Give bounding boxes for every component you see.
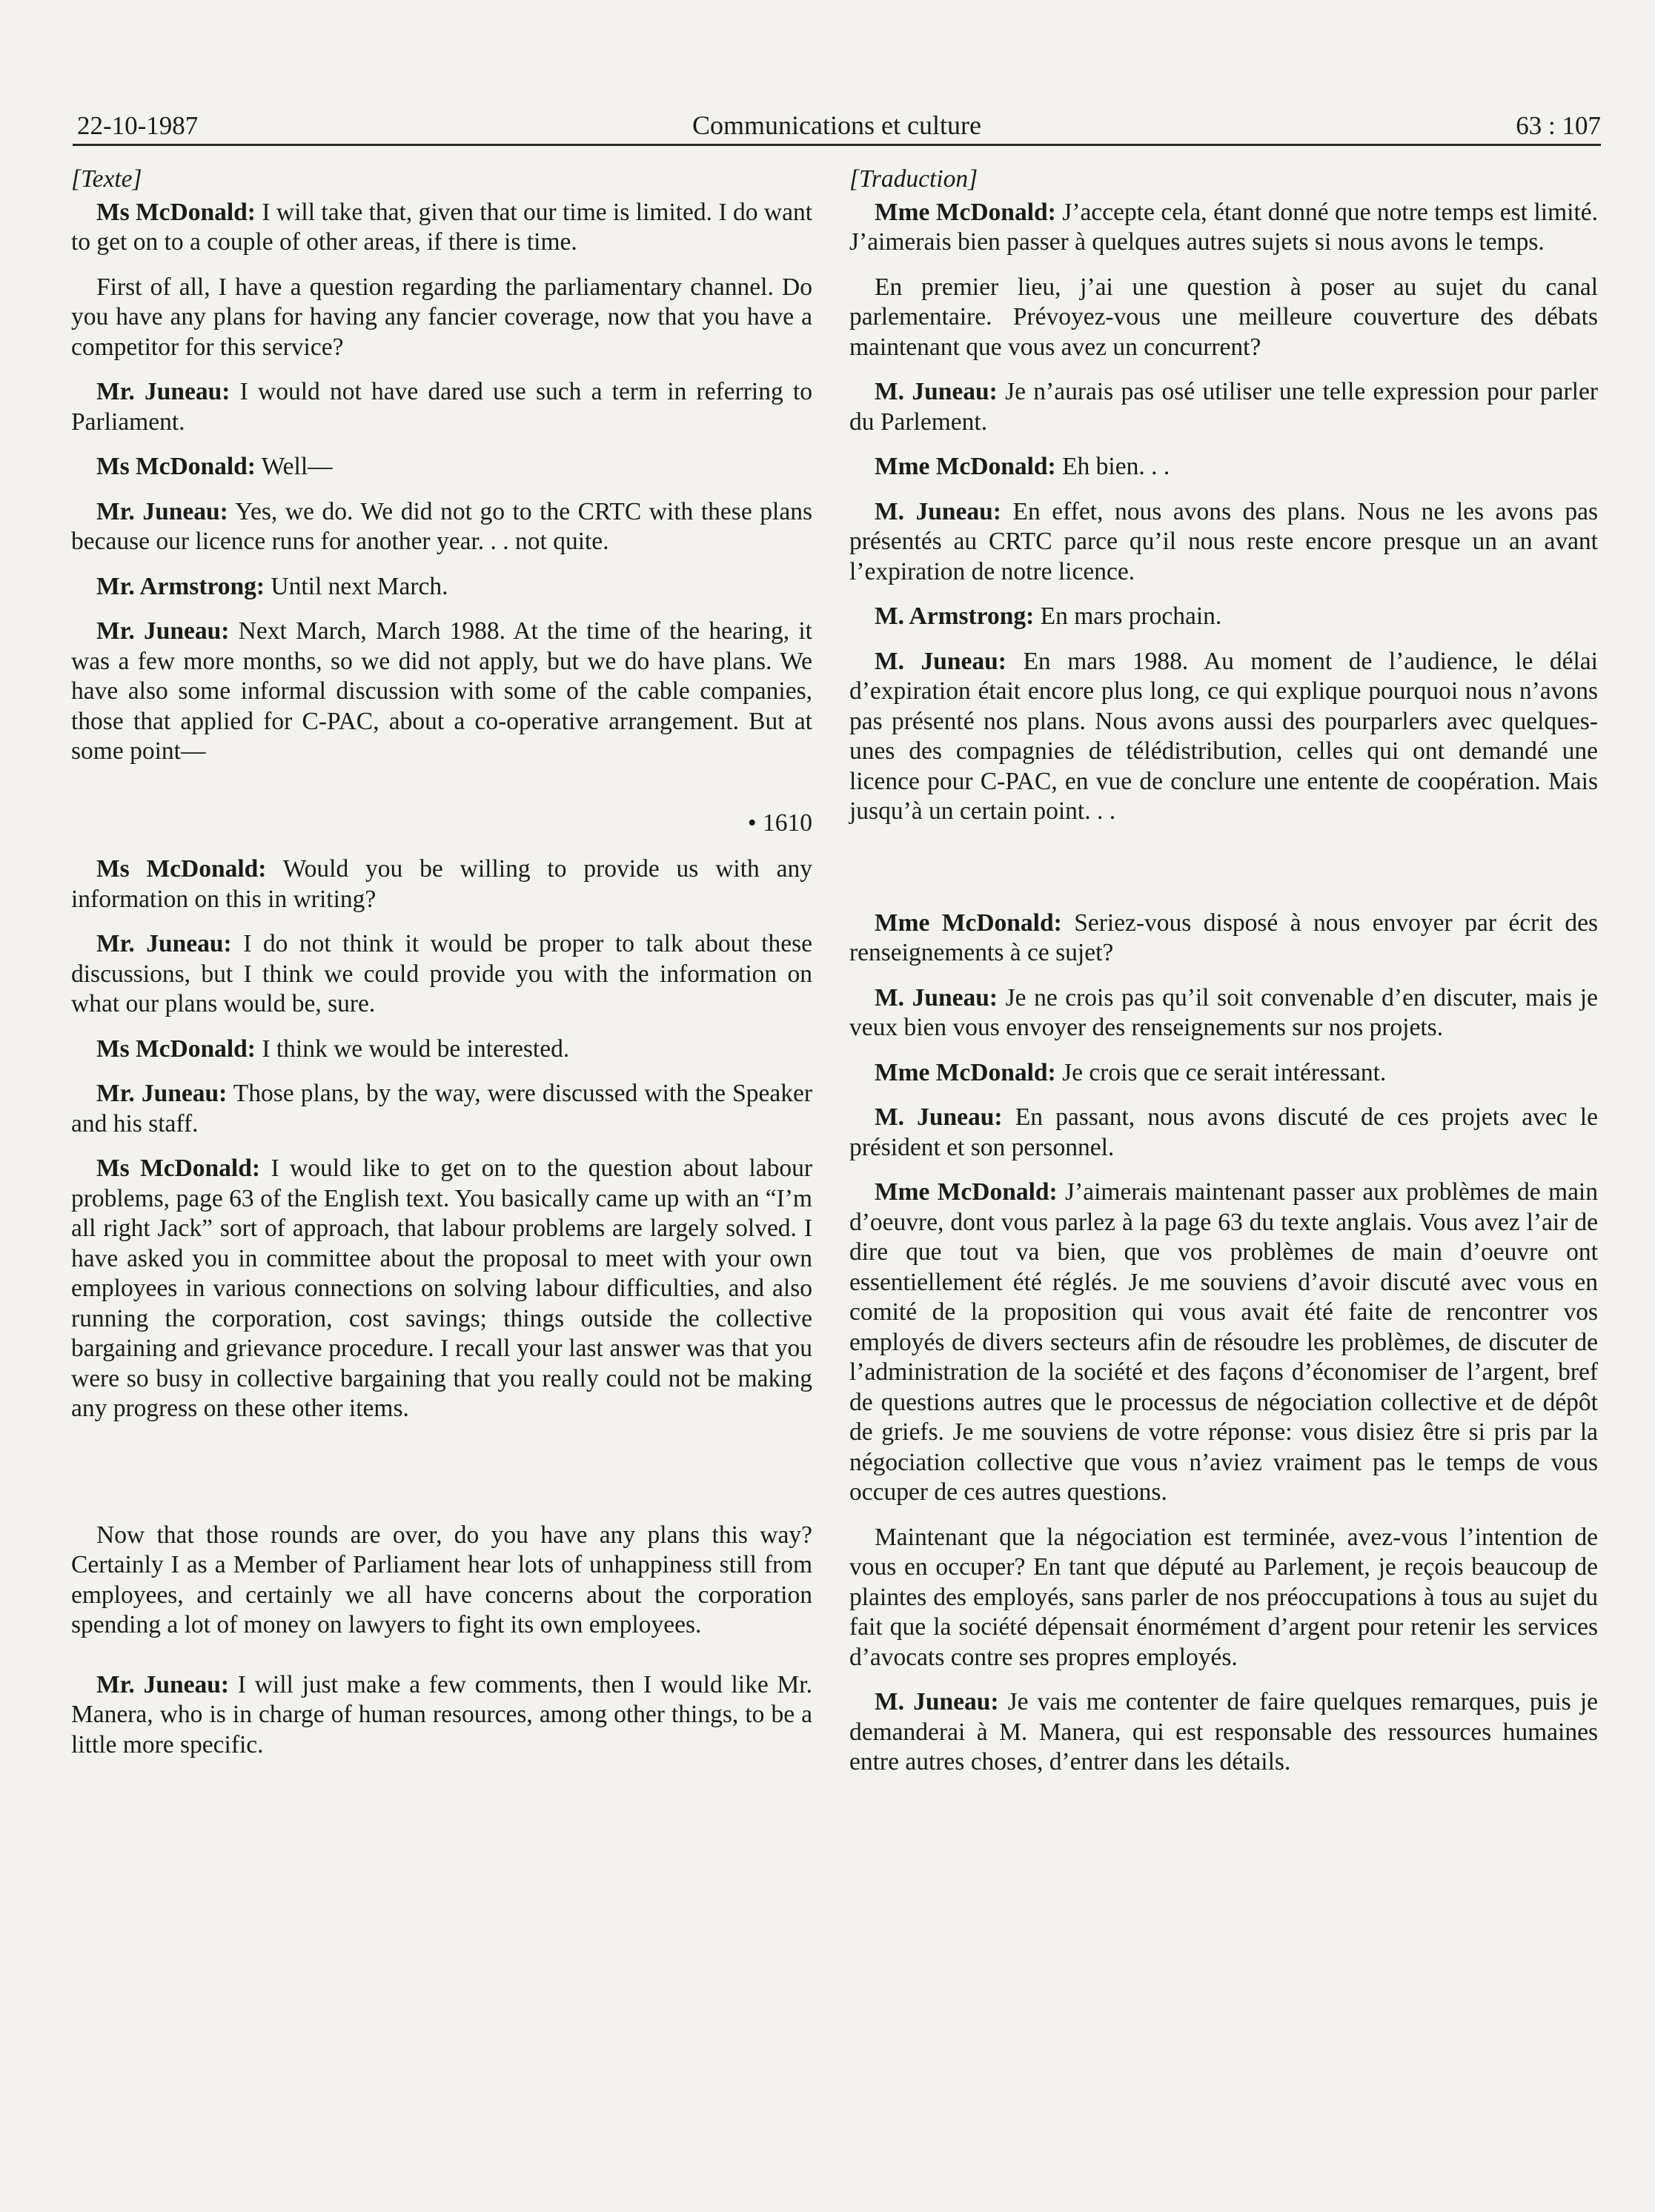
paragraph <box>71 452 812 482</box>
paragraph <box>71 198 812 258</box>
french-column <box>849 165 1598 1793</box>
speech-text: Maintenant que la négociation est terminée, avez-vous l’intention de vous en occuper? En tant que député au Parlement, je reçois beaucoup de plaintes des employés, sans parler de nos préoccupations à tous au sujet du fait que la société dépensait énormément d’argent pour retenir les services d’avocats contre ses propres employés. <box>849 1523 1598 1671</box>
speech-text: Seriez-vous disposé à nous envoyer par écrit des renseignements à ce sujet? <box>849 909 1598 966</box>
speech-text: En passant, nous avons discuté de ces projets avec le président et son personnel. <box>849 1103 1598 1161</box>
speaker-name: Mr. Juneau: <box>96 930 232 957</box>
paragraph <box>71 572 812 602</box>
speech-text: J’accepte cela, étant donné que notre temps est limité. J’aimerais bien passer à quelques autres sujets si nous avons le temps. <box>849 198 1598 256</box>
paragraph <box>71 1079 812 1139</box>
page-header <box>73 105 1601 146</box>
speech-text: I will take that, given that our time is limited. I do want to get on to a couple of other areas, if there is time. <box>71 198 813 256</box>
paragraph <box>71 1670 812 1761</box>
speech-text: En mars 1988. Au moment de l’audience, le délai d’expiration était encore plus long, ce qui explique pourquoi nous n’avons pas présenté nos plans. Nous avons aussi des pourparlers avec quelques-unes des compagnies de télédistribution, celles qui ont demandé une licence pour C-PAC, en vue de conclure une entente de coopération. Mais jusqu’à un certain point. . . <box>849 647 1598 825</box>
paragraph <box>71 377 812 437</box>
speaker-name: M. Juneau: <box>875 1688 999 1716</box>
speaker-name: M. Juneau: <box>875 647 1006 675</box>
speech-text: Until next March. <box>265 572 448 600</box>
paragraph <box>849 1523 1598 1673</box>
column-label: [Texte] <box>71 165 142 193</box>
speech-text: Now that those rounds are over, do you have any plans this way? Certainly I as a Member of Parliament hear lots of unhappiness still from employees, and certainly we all have concerns about the corporation spending a lot of money on lawyers to fight its own employees. <box>71 1521 812 1638</box>
speech-text: Je vais me contenter de faire quelques remarques, puis je demanderai à M. Manera, qui est responsable des ressources humaines entre autres choses, d’entrer dans les détails. <box>849 1688 1598 1776</box>
speech-text: I think we would be interested. <box>255 1034 570 1063</box>
speaker-name: Mr. Juneau: <box>96 617 230 645</box>
speech-text: Yes, we do. We did not go to the CRTC with these plans because our licence runs for another year. . . not quite. <box>71 497 812 555</box>
paragraph <box>71 617 812 767</box>
speech-text: Eh bien. . . <box>1055 453 1170 480</box>
speech-text: Next March, March 1988. At the time of the hearing, it was a few more months, so we did not apply, but we do have plans. We have also some informal discussion with some of the cable companies, those that applied for C-PAC, about a co-operative arrangement. But at some point— <box>71 617 812 765</box>
speaker-name: Mr. Juneau: <box>96 1670 229 1698</box>
speaker-name: Mr. Juneau: <box>96 497 228 525</box>
paragraph <box>849 983 1598 1043</box>
paragraph <box>849 647 1598 827</box>
paragraph <box>71 854 812 914</box>
paragraph <box>849 1103 1598 1163</box>
speaker-name: Mme McDonald: <box>875 198 1056 226</box>
speaker-name: M. Armstrong: <box>875 602 1035 630</box>
speaker-name: M. Juneau: <box>875 497 1001 525</box>
header-page-number: 63 : 107 <box>1516 111 1601 140</box>
speech-text: Would you be willing to provide us with any information on this in writing? <box>71 855 812 913</box>
paragraph <box>71 929 812 1020</box>
speech-text: En mars prochain. <box>1034 602 1222 630</box>
speech-text: En premier lieu, j’ai une question à poser au sujet du canal parlementaire. Prévoyez-vous une meilleure couverture des débats maintenant que vous avez un concurrent? <box>849 273 1598 361</box>
paragraph <box>71 1154 812 1424</box>
paragraph <box>849 198 1598 258</box>
speaker-name: Mme McDonald: <box>875 1178 1058 1206</box>
speech-text: I would not have dared use such a term in referring to Parliament. <box>71 378 812 436</box>
time-marker: • 1610 <box>747 808 812 837</box>
speaker-name: M. Juneau: <box>875 1103 1003 1131</box>
speaker-name: Mr. Juneau: <box>96 1080 228 1107</box>
paragraph <box>71 1034 812 1065</box>
speaker-name: Ms McDonald: <box>96 1034 256 1063</box>
speaker-name: M. Juneau: <box>875 983 998 1012</box>
paragraph <box>71 497 812 557</box>
header-date: 22-10-1987 <box>77 111 199 140</box>
speaker-name: Mr. Armstrong: <box>96 572 265 600</box>
speaker-name: Ms McDonald: <box>96 855 267 883</box>
paragraph <box>849 452 1598 482</box>
paragraph <box>849 497 1598 588</box>
speech-text: En effet, nous avons des plans. Nous ne les avons pas présentés au CRTC parce qu’il nous reste encore presque un an avant l’expiration de notre licence. <box>849 497 1598 585</box>
speech-text: Je n’aurais pas osé utiliser une telle expression pour parler du Parlement. <box>849 378 1598 436</box>
column-label: [Traduction] <box>849 165 978 193</box>
speech-text: I will just make a few comments, then I would like Mr. Manera, who is in charge of human resources, among other things, to be a little more specific. <box>71 1670 812 1758</box>
paragraph <box>849 1178 1598 1508</box>
speaker-name: Ms McDonald: <box>96 1155 261 1182</box>
speech-text: Je ne crois pas qu’il soit convenable d’en discuter, mais je veux bien vous envoyer des renseignements sur nos projets. <box>849 983 1598 1041</box>
speaker-name: Ms McDonald: <box>96 198 256 226</box>
speaker-name: Ms McDonald: <box>96 453 256 480</box>
speech-text: First of all, I have a question regarding the parliamentary channel. Do you have any plans for having any fancier coverage, now that you have a competitor for this service? <box>71 273 812 361</box>
paragraph <box>71 273 812 363</box>
speech-text: Je crois que ce serait intéressant. <box>1055 1058 1387 1086</box>
speech-text: Those plans, by the way, were discussed with the Speaker and his staff. <box>71 1080 812 1137</box>
speech-text: I do not think it would be proper to talk about these discussions, but I think we could provide you with the information on what our plans would be, sure. <box>71 930 812 1017</box>
english-column <box>71 165 812 1775</box>
paragraph <box>849 377 1598 437</box>
speaker-name: Mme McDonald: <box>875 453 1056 480</box>
paragraph <box>849 1687 1598 1778</box>
speech-text: J’aimerais maintenant passer aux problèmes de main d’oeuvre, dont vous parlez à la page 63 du texte anglais. Vous avez l’air de dire que tout va bien, que vos problèmes de main d’oeuvre ont essentiellement été réglés. Je me souviens d’avoir discuté avec vous en comité de la proposition qui vous avait été faite de rencontrer vos employés de divers secteurs afin de résoudre les problèmes, de discuter de l’administration de la société et des façons d’économiser de l’argent, bref de questions autres que le processus de négociation collective et de dépôt de griefs. Je me souviens de votre réponse: vous disiez être si pris par la négociation collective que vous n’aviez vraiment pas le temps de vous occuper de ces autres questions. <box>849 1178 1598 1506</box>
paragraph <box>71 1521 812 1641</box>
speaker-name: Mme McDonald: <box>875 909 1062 937</box>
paragraph <box>849 602 1598 632</box>
speech-text: I would like to get on to the question about labour problems, page 63 of the English text. You basically came up with an “I’m all right Jack” sort of approach, that labour problems are largely solved. I have asked you in committee about the proposal to meet with your own employees in various connections on solving labour difficulties, and also running the corporation, cost savings; things outside the collective bargaining and grievance procedure. I recall your last answer was that you were so busy in collective bargaining that you really could not be making any progress on these other items. <box>71 1155 813 1422</box>
paragraph <box>849 273 1598 363</box>
speaker-name: M. Juneau: <box>875 378 998 405</box>
speaker-name: Mme McDonald: <box>875 1058 1056 1086</box>
speech-text: Well— <box>255 453 333 480</box>
speaker-name: Mr. Juneau: <box>96 378 230 405</box>
paragraph <box>849 1058 1598 1089</box>
header-title: Communications et culture <box>692 110 981 140</box>
paragraph <box>849 909 1598 969</box>
